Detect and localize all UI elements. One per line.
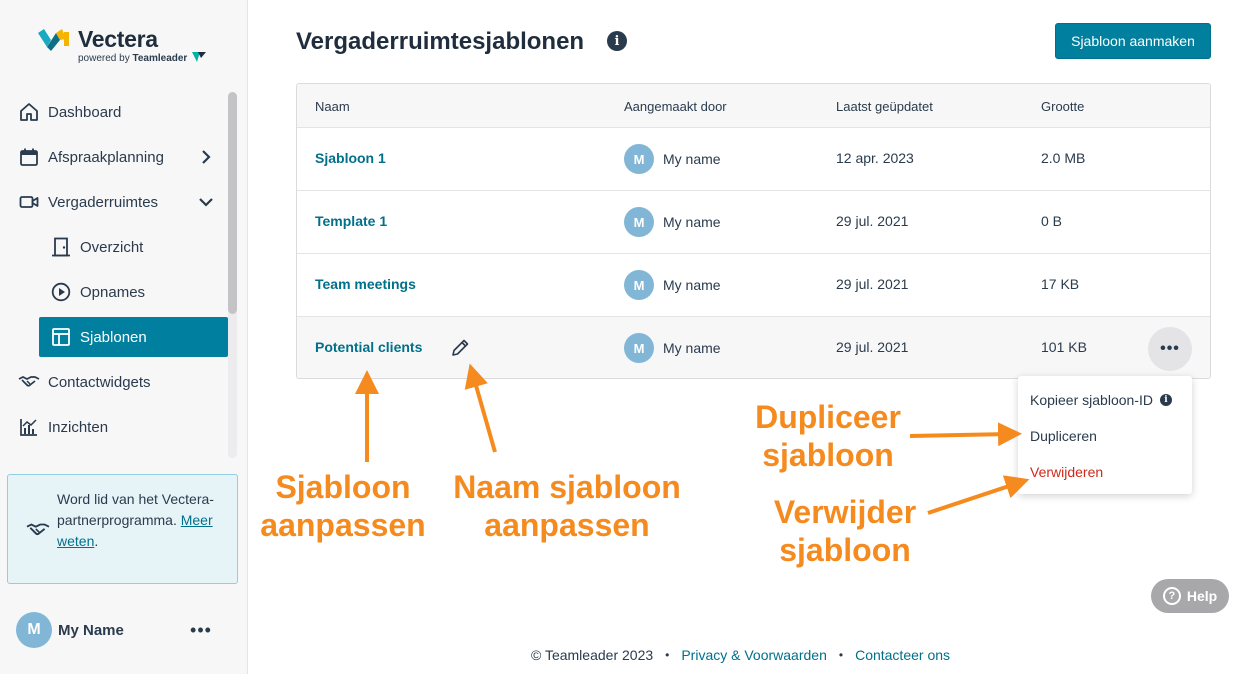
sidebar-item-label: Vergaderruimtes — [48, 193, 159, 211]
more-horizontal-icon[interactable]: ••• — [190, 620, 212, 640]
annotation-duplicate-template: Dupliceer sjabloon — [755, 399, 901, 473]
layout-template-icon — [50, 326, 72, 348]
sidebar-scrollbar-thumb[interactable] — [228, 92, 237, 314]
video-camera-icon — [18, 191, 40, 213]
file-size: 101 KB — [1041, 339, 1087, 355]
promo-text: Word lid van het Vectera-partnerprogramma. Meer weten. — [57, 491, 214, 549]
sidebar — [0, 0, 248, 674]
chevron-right-icon — [196, 147, 216, 167]
create-template-button[interactable]: Sjabloon aanmaken — [1055, 23, 1211, 59]
table-header — [297, 84, 1210, 128]
menu-item-copy-template-id[interactable]: Kopieer sjabloon-ID i — [1030, 392, 1172, 408]
avatar: M — [624, 333, 654, 363]
arrow-delete — [928, 483, 1018, 513]
contact-link[interactable]: Contacteer ons — [855, 647, 951, 663]
row-actions-button[interactable]: ••• — [1148, 327, 1192, 371]
menu-item-delete[interactable]: Verwijderen — [1030, 464, 1104, 480]
user-menu[interactable] — [16, 612, 216, 648]
arrow-rename-template — [473, 375, 495, 452]
column-header-updated[interactable]: Laatst geüpdatet — [836, 99, 933, 114]
powered-by: powered by Teamleader — [78, 52, 206, 64]
sidebar-item-overzicht[interactable] — [50, 227, 220, 267]
home-icon — [18, 101, 40, 123]
table-row[interactable] — [297, 191, 1210, 254]
help-button[interactable]: ? Help — [1151, 579, 1229, 613]
sidebar-item-afspraakplanning[interactable] — [18, 137, 216, 177]
avatar: M — [16, 612, 52, 648]
pencil-icon[interactable] — [449, 337, 471, 359]
updated-date: 29 jul. 2021 — [836, 276, 909, 292]
footer — [531, 647, 950, 663]
chart-icon — [18, 416, 40, 438]
avatar: M — [624, 270, 654, 300]
template-name-link[interactable]: Potential clients — [315, 339, 423, 355]
creator — [624, 333, 721, 363]
play-circle-icon — [50, 281, 72, 303]
creator-name: My name — [663, 340, 721, 356]
sidebar-item-dashboard[interactable] — [18, 92, 218, 132]
table-row[interactable] — [297, 317, 1210, 379]
column-header-created-by[interactable]: Aangemaakt door — [624, 99, 727, 114]
creator — [624, 144, 721, 174]
updated-date: 29 jul. 2021 — [836, 339, 909, 355]
templates-table — [296, 83, 1211, 379]
creator-name: My name — [663, 151, 721, 167]
template-name-link[interactable]: Team meetings — [315, 276, 416, 292]
sidebar-item-label: Contactwidgets — [48, 373, 151, 391]
sidebar-item-label: Inzichten — [48, 418, 109, 436]
door-icon — [50, 236, 72, 258]
footer-separator: • — [838, 648, 844, 662]
sidebar-item-vergaderruimtes[interactable] — [18, 182, 216, 222]
calendar-icon — [18, 146, 40, 168]
teamleader-logo-icon — [192, 52, 206, 62]
info-icon[interactable]: i — [607, 31, 627, 51]
file-size: 17 KB — [1041, 276, 1080, 292]
privacy-link[interactable]: Privacy & Voorwaarden — [681, 647, 827, 663]
updated-date: 29 jul. 2021 — [836, 213, 909, 229]
sidebar-scrollbar[interactable] — [228, 92, 237, 458]
avatar: M — [624, 144, 654, 174]
creator-name: My name — [663, 277, 721, 293]
arrow-duplicate — [910, 434, 1010, 436]
template-name-link[interactable]: Sjabloon 1 — [315, 150, 386, 166]
question-icon: ? — [1163, 587, 1181, 605]
page-title: Vergaderruimtesjablonen — [296, 28, 585, 55]
chevron-down-icon — [196, 192, 216, 212]
sidebar-item-sjablonen[interactable] — [39, 317, 228, 357]
vectera-logo[interactable] — [38, 26, 218, 66]
file-size: 0 B — [1041, 213, 1063, 229]
creator — [624, 270, 721, 300]
sidebar-item-contactwidgets[interactable] — [18, 362, 218, 402]
table-row[interactable] — [297, 254, 1210, 317]
file-size: 2.0 MB — [1041, 150, 1086, 166]
sidebar-item-label: Opnames — [80, 283, 146, 301]
brand-name: Vectera — [78, 26, 158, 52]
sidebar-item-opnames[interactable] — [50, 272, 220, 312]
annotation-rename-template: Naam sjabloon aanpassen — [453, 469, 681, 543]
footer-separator: • — [665, 648, 670, 662]
menu-item-duplicate[interactable]: Dupliceren — [1030, 428, 1097, 444]
copyright: © Teamleader 2023 — [531, 647, 654, 663]
column-header-name[interactable]: Naam — [315, 99, 350, 114]
learn-more-link[interactable]: Meer weten — [57, 512, 213, 549]
sidebar-item-label: Sjablonen — [80, 328, 147, 346]
info-icon: i — [1160, 394, 1172, 406]
template-name-link[interactable]: Template 1 — [315, 213, 388, 229]
annotation-edit-template: Sjabloon aanpassen — [260, 469, 426, 543]
avatar: M — [624, 207, 654, 237]
user-name: My Name — [58, 621, 124, 639]
vectera-logo-icon — [38, 29, 70, 51]
creator-name: My name — [663, 214, 721, 230]
sidebar-item-label: Overzicht — [80, 238, 144, 256]
sidebar-item-label: Dashboard — [48, 103, 122, 121]
sidebar-item-inzichten[interactable] — [18, 407, 218, 447]
row-actions-menu — [1018, 376, 1192, 494]
handshake-icon — [18, 371, 40, 393]
handshake-icon — [24, 519, 52, 541]
updated-date: 12 apr. 2023 — [836, 150, 914, 166]
annotation-delete-template: Verwijder sjabloon — [773, 494, 917, 568]
column-header-size[interactable]: Grootte — [1041, 99, 1085, 114]
partner-program-promo — [7, 474, 238, 584]
creator — [624, 207, 721, 237]
table-row[interactable] — [297, 128, 1210, 191]
sidebar-item-label: Afspraakplanning — [48, 148, 164, 166]
